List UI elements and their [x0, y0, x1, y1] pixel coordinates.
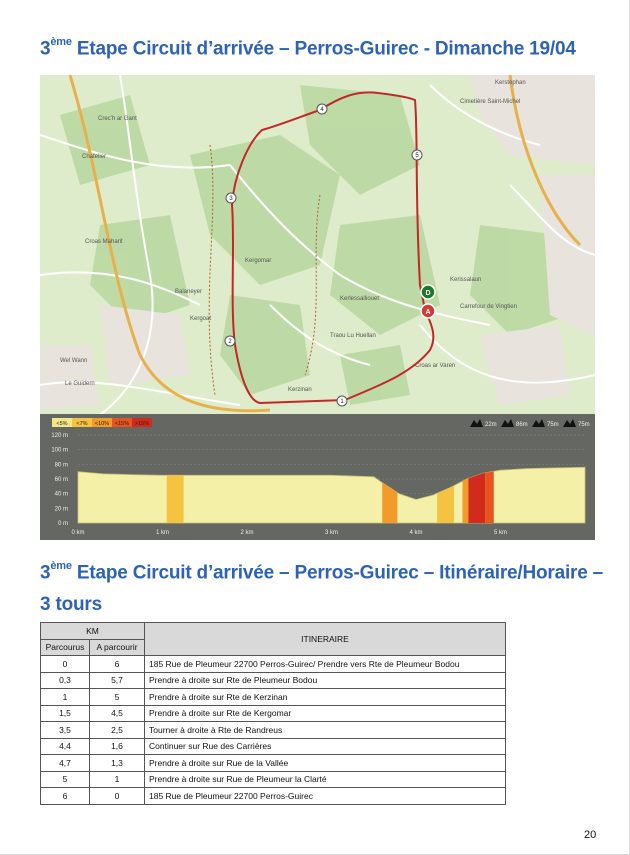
- cell-itineraire: Prendre à droite sur Rte de Pleumeur Bodou: [145, 672, 506, 689]
- itinerary-table-body: [41, 656, 506, 805]
- cell-parcourus: 3,5: [41, 722, 90, 739]
- cell-parcourus: 0: [41, 656, 90, 673]
- climb-label: 22m: [485, 422, 497, 428]
- cell-itineraire: Continuer sur Rue des Carrières: [145, 738, 506, 755]
- stage-number: 3: [40, 38, 51, 60]
- km-marker: [337, 396, 347, 406]
- place-label: Chatelier: [82, 154, 107, 160]
- cell-aparcourir: 5: [90, 689, 145, 706]
- climb-label: 75m: [578, 422, 590, 428]
- page-number: 20: [584, 829, 597, 841]
- place-label: Croas Maharit: [85, 239, 123, 245]
- km-marker-label: 3: [229, 196, 233, 203]
- km-marker-label: 2: [228, 339, 232, 346]
- place-label: Kerstephan: [495, 80, 526, 86]
- stage-title-text: Etape Circuit d’arrivée – Perros-Guirec - Dimanche 19/04: [71, 38, 576, 60]
- climb-label: 75m: [547, 422, 559, 428]
- table-row: [41, 738, 506, 755]
- slope-legend: [52, 418, 152, 427]
- header-parcourus: Parcourus: [41, 639, 90, 656]
- cell-itineraire: 185 Rue de Pleumeur 22700 Perros-Guirec/ Prendre vers Rte de Pleumeur Bodou: [145, 656, 506, 673]
- km-marker-label: 1: [340, 399, 344, 406]
- place-label: Kerzinan: [288, 387, 312, 393]
- elevation-x-tick-label: 2 km: [240, 530, 254, 536]
- itinerary-title: [40, 552, 610, 621]
- elevation-y-tick-label: 60 m: [54, 477, 68, 483]
- km-marker: [226, 193, 236, 203]
- cell-parcourus: 5: [41, 771, 90, 788]
- table-row: [41, 705, 506, 722]
- slope-legend-label: <7%: [76, 421, 88, 427]
- header-itineraire: ITINERAIRE: [145, 623, 506, 656]
- elevation-x-tick-label: 5 km: [493, 530, 508, 536]
- cell-aparcourir: 1,3: [90, 755, 145, 772]
- cell-aparcourir: 4,5: [90, 705, 145, 722]
- place-label: Le Guidern: [65, 381, 95, 387]
- place-label: Carrefour de Vingtien: [460, 304, 517, 310]
- table-header-row: [41, 623, 506, 640]
- cell-itineraire: Tourner à droite à Rte de Randreus: [145, 722, 506, 739]
- km-marker: [317, 104, 327, 114]
- place-label: Kergoat: [190, 316, 212, 322]
- elevation-y-tick-label: 0 m: [57, 521, 68, 527]
- km-marker: [225, 336, 235, 346]
- slope-legend-label: >15%: [134, 421, 150, 427]
- km-marker-label: 5: [415, 153, 419, 160]
- cell-aparcourir: 0: [90, 788, 145, 805]
- finish-label: A: [425, 309, 431, 316]
- elevation-y-tick-label: 80 m: [54, 462, 68, 469]
- stage-ordinal: ème: [50, 36, 72, 48]
- stage-title: [40, 38, 576, 60]
- cell-aparcourir: 6: [90, 656, 145, 673]
- cell-aparcourir: 1: [90, 771, 145, 788]
- elevation-x-tick-label: 0 km: [71, 530, 85, 536]
- cell-itineraire: Prendre à droite sur Rue de la Vallée: [145, 755, 506, 772]
- table-row: [41, 689, 506, 706]
- header-aparcourir: A parcourir: [90, 639, 145, 656]
- cell-parcourus: 6: [41, 788, 90, 805]
- slope-legend-label: <5%: [56, 421, 68, 427]
- cell-aparcourir: 5,7: [90, 672, 145, 689]
- elevation-y-tick-label: 20 m: [54, 506, 68, 513]
- climb-label: 86m: [516, 422, 528, 428]
- cell-parcourus: 1,5: [41, 705, 90, 722]
- table-row: [41, 672, 506, 689]
- elevation-y-tick-label: 100 m: [51, 447, 68, 454]
- header-km: KM: [41, 623, 145, 640]
- place-label: Kergomar: [245, 258, 272, 264]
- table-row: [41, 788, 506, 805]
- cell-itineraire: 185 Rue de Pleumeur 22700 Perros-Guirec: [145, 788, 506, 805]
- elevation-x-tick-label: 3 km: [324, 530, 339, 536]
- elevation-y-tick-label: 40 m: [54, 491, 68, 498]
- itinerary-stage-ordinal: ème: [50, 560, 72, 572]
- slope-legend-label: <15%: [114, 421, 130, 427]
- place-label: Traou Lu Huellan: [330, 333, 376, 339]
- finish-marker: [421, 304, 435, 318]
- table-row: [41, 755, 506, 772]
- elevation-y-tick-label: 120 m: [51, 433, 68, 439]
- cell-parcourus: 4,7: [41, 755, 90, 772]
- km-marker-label: 4: [320, 107, 324, 114]
- cell-parcourus: 4,4: [41, 738, 90, 755]
- cell-itineraire: Prendre à droite sur Rue de Pleumeur la Clarté: [145, 771, 506, 788]
- place-label: Cimetière Saint-Michel: [460, 99, 521, 105]
- km-marker: [412, 150, 422, 160]
- place-label: Kerlessalliouet: [340, 296, 380, 302]
- place-label: Crec'h ar Gant: [98, 116, 137, 122]
- cell-aparcourir: 1,6: [90, 738, 145, 755]
- elevation-area: [78, 467, 585, 523]
- table-row: [41, 771, 506, 788]
- start-marker: [421, 285, 435, 299]
- table-row: [41, 722, 506, 739]
- cell-parcourus: 0,3: [41, 672, 90, 689]
- itinerary-title-text: Etape Circuit d’arrivée – Perros-Guirec – Itinéraire/Horaire – 3 tours: [40, 562, 604, 616]
- start-label: D: [425, 290, 431, 297]
- cell-aparcourir: 2,5: [90, 722, 145, 739]
- cell-itineraire: Prendre à droite sur Rte de Kergomar: [145, 705, 506, 722]
- cell-itineraire: Prendre à droite sur Rte de Kerzinan: [145, 689, 506, 706]
- slope-legend-label: <10%: [94, 421, 110, 427]
- place-label: Kerissalaun: [450, 277, 482, 283]
- route-map: [40, 75, 595, 540]
- itinerary-stage-number: 3: [40, 562, 51, 584]
- table-row: [41, 656, 506, 673]
- place-label: Balaneyer: [175, 289, 203, 295]
- place-label: Wel Wann: [60, 358, 88, 364]
- itinerary-table: [40, 622, 506, 805]
- place-label: Croas ar Varen: [415, 363, 456, 369]
- route-map-svg: [40, 75, 595, 540]
- elevation-x-tick-label: 1 km: [155, 530, 170, 536]
- cell-parcourus: 1: [41, 689, 90, 706]
- elevation-x-tick-label: 4 km: [409, 530, 423, 536]
